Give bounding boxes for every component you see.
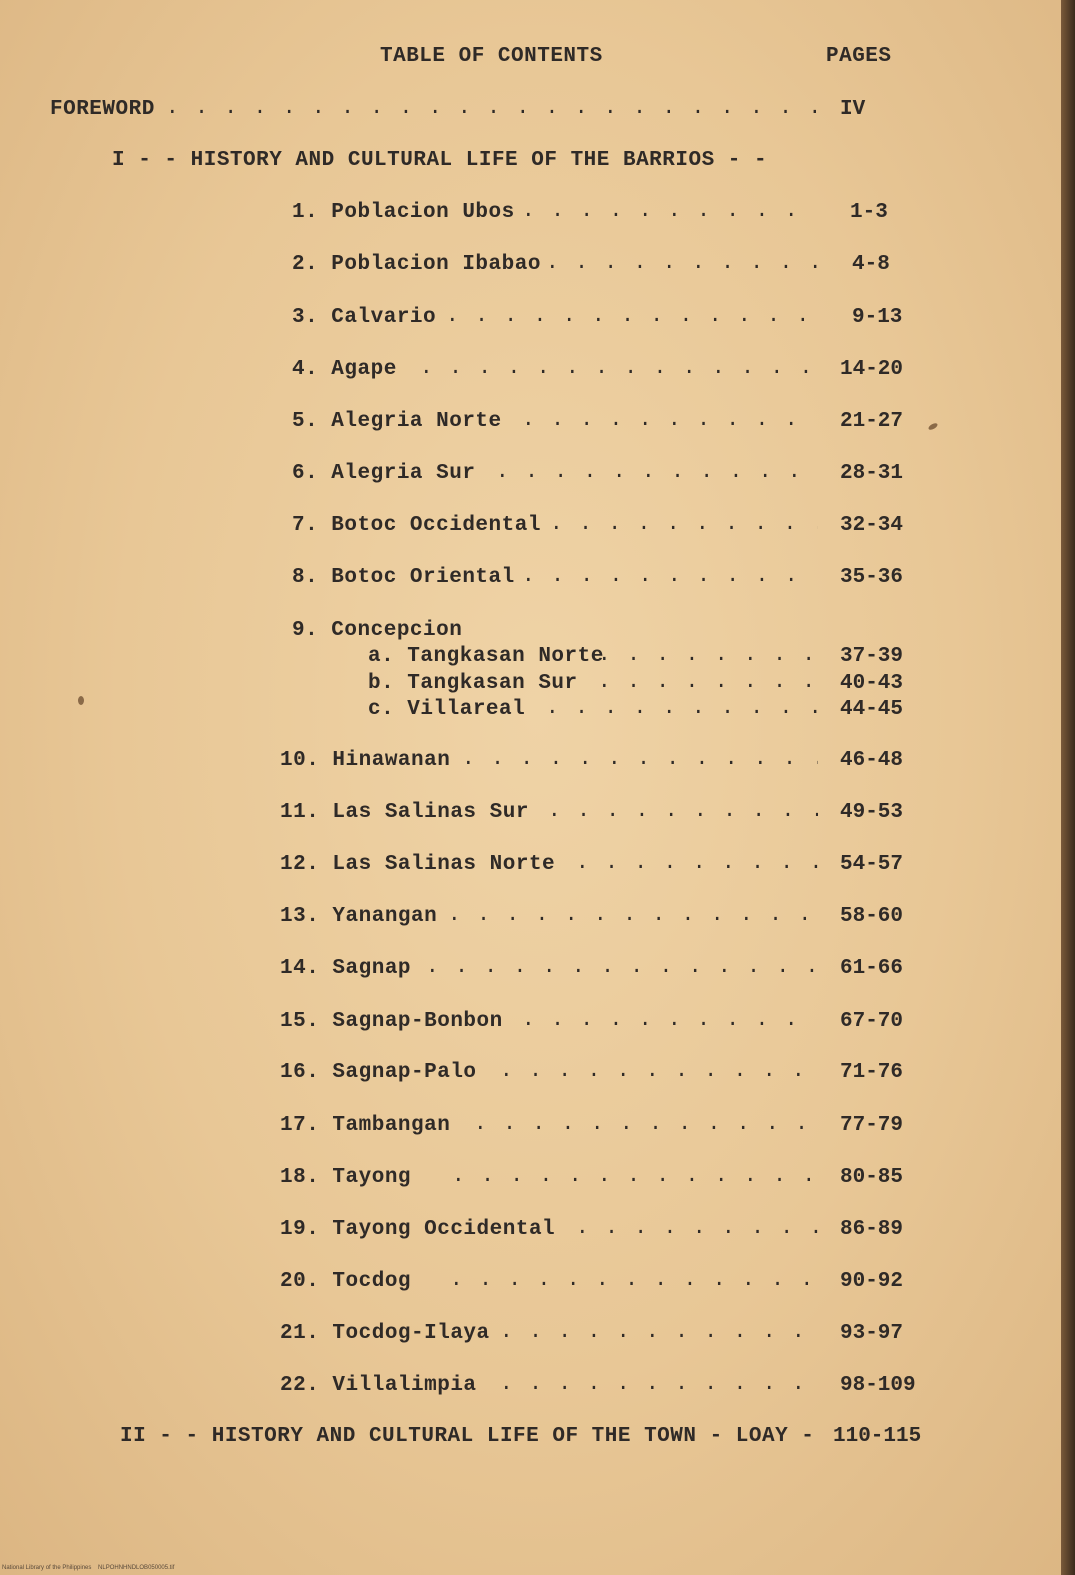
toc-entry-label: c. Villareal <box>368 698 526 721</box>
toc-entry-label: 12. Las Salinas Norte <box>280 853 556 876</box>
leader-dots <box>500 1060 818 1086</box>
toc-entry-pages: 35-36 <box>840 566 904 589</box>
pages-column-label: PAGES <box>826 45 892 68</box>
toc-entry-label: 2. Poblacion Ibabao <box>292 253 541 276</box>
leader-dots <box>576 1217 818 1243</box>
leader-dots <box>450 1269 818 1295</box>
toc-entry-pages: 9-13 <box>852 306 903 329</box>
paper-speck <box>927 422 938 431</box>
toc-entry-label: 18. Tayong <box>280 1166 412 1189</box>
leader-dots <box>598 644 818 670</box>
toc-entry-label: 14. Sagnap <box>280 957 412 980</box>
toc-entry-label: 16. Sagnap-Palo <box>280 1061 477 1084</box>
leader-dots <box>550 513 818 539</box>
toc-entry-label: 10. Hinawanan <box>280 749 451 772</box>
archive-footer: National Library of the Philippines NLPOHNHNDLOB050005.tif <box>2 1565 175 1571</box>
toc-entry-pages: 80-85 <box>840 1166 904 1189</box>
leader-dots <box>166 97 818 123</box>
toc-entry-pages: 93-97 <box>840 1322 904 1345</box>
section-2-pages: 110-115 <box>833 1425 922 1448</box>
toc-entry-pages: 46-48 <box>840 749 904 772</box>
leader-dots <box>452 1165 818 1191</box>
toc-entry-pages: 1-3 <box>850 201 888 224</box>
toc-entry-label: 9. Concepcion <box>292 619 463 642</box>
toc-title: TABLE OF CONTENTS <box>380 45 603 68</box>
toc-entry-label: 17. Tambangan <box>280 1114 451 1137</box>
toc-entry-label: 19. Tayong Occidental <box>280 1218 556 1241</box>
section-1-heading: I - - HISTORY AND CULTURAL LIFE OF THE BARRIOS - - <box>112 149 768 172</box>
toc-entry-pages: 14-20 <box>840 358 904 381</box>
leader-dots <box>522 565 818 591</box>
leader-dots <box>546 252 818 278</box>
toc-entry-label: a. Tangkasan Norte <box>368 645 604 668</box>
leader-dots <box>462 748 818 774</box>
toc-entry-label: 6. Alegria Sur <box>292 462 476 485</box>
toc-entry-label: 4. Agape <box>292 358 397 381</box>
section-2-heading: II - - HISTORY AND CULTURAL LIFE OF THE TOWN - LOAY - <box>120 1425 815 1448</box>
toc-entry-pages: 44-45 <box>840 698 904 721</box>
toc-entry-pages: 37-39 <box>840 645 904 668</box>
toc-entry-pages: 98-109 <box>840 1374 916 1397</box>
foreword-pages: IV <box>840 98 866 121</box>
leader-dots <box>522 1009 818 1035</box>
leader-dots <box>546 697 818 723</box>
toc-entry-label: 7. Botoc Occidental <box>292 514 541 537</box>
leader-dots <box>474 1113 818 1139</box>
toc-entry-label: 13. Yanangan <box>280 905 438 928</box>
toc-entry-label: 8. Botoc Oriental <box>292 566 515 589</box>
toc-entry-pages: 4-8 <box>852 253 890 276</box>
toc-entry-pages: 54-57 <box>840 853 904 876</box>
toc-entry-label: 20. Tocdog <box>280 1270 412 1293</box>
toc-entry-pages: 90-92 <box>840 1270 904 1293</box>
toc-entry-label: b. Tangkasan Sur <box>368 672 578 695</box>
toc-entry-label: 22. Villalimpia <box>280 1374 477 1397</box>
leader-dots <box>522 200 818 226</box>
toc-entry-pages: 67-70 <box>840 1010 904 1033</box>
leader-dots <box>500 1373 818 1399</box>
leader-dots <box>500 1321 818 1347</box>
toc-entry-label: 11. Las Salinas Sur <box>280 801 529 824</box>
leader-dots <box>576 852 818 878</box>
toc-entry-pages: 86-89 <box>840 1218 904 1241</box>
leader-dots <box>448 904 818 930</box>
page-edge-shadow <box>1061 0 1075 1575</box>
toc-entry-pages: 49-53 <box>840 801 904 824</box>
toc-entry-pages: 77-79 <box>840 1114 904 1137</box>
toc-entry-label: 21. Tocdog-Ilaya <box>280 1322 490 1345</box>
foreword-label: FOREWORD <box>50 98 155 121</box>
leader-dots <box>496 461 818 487</box>
leader-dots <box>420 357 818 383</box>
leader-dots <box>522 409 818 435</box>
toc-entry-pages: 21-27 <box>840 410 904 433</box>
toc-entry-label: 15. Sagnap-Bonbon <box>280 1010 503 1033</box>
toc-entry-pages: 61-66 <box>840 957 904 980</box>
toc-entry-pages: 28-31 <box>840 462 904 485</box>
toc-entry-label: 3. Calvario <box>292 306 437 329</box>
leader-dots <box>446 305 818 331</box>
leader-dots <box>598 671 818 697</box>
leader-dots <box>426 956 818 982</box>
toc-entry-label: 1. Poblacion Ubos <box>292 201 515 224</box>
toc-entry-pages: 40-43 <box>840 672 904 695</box>
paper-speck <box>78 696 84 705</box>
toc-entry-pages: 71-76 <box>840 1061 904 1084</box>
toc-entry-label: 5. Alegria Norte <box>292 410 502 433</box>
toc-entry-pages: 32-34 <box>840 514 904 537</box>
toc-entry-pages: 58-60 <box>840 905 904 928</box>
leader-dots <box>548 800 818 826</box>
